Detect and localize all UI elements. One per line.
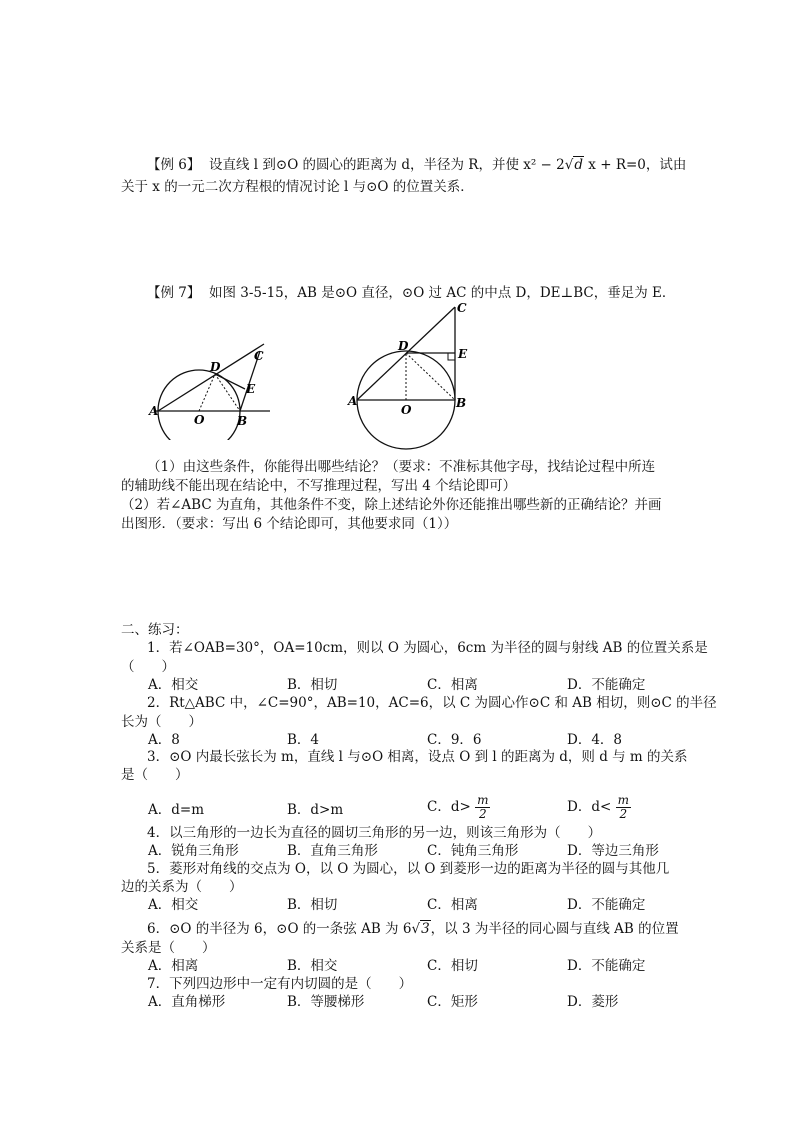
q2-option-b: B．4 bbox=[287, 732, 320, 748]
example7-tag: 【例 7】 bbox=[147, 285, 201, 301]
q6-sqrt-arg: 3 bbox=[421, 921, 430, 937]
practice-heading: 二、练习： bbox=[121, 622, 189, 638]
example6-text-b: x + R=0，试由 bbox=[584, 157, 687, 173]
q7-option-b: B．等腰梯形 bbox=[287, 994, 365, 1010]
q3-option-a: A．d=m bbox=[148, 802, 205, 818]
example7-text: 如图 3-5-15，AB 是⊙O 直径，⊙O 过 AC 的中点 D，DE⊥BC，垂足为 E． bbox=[208, 285, 676, 301]
example7-q2-line1: （2）若∠ABC 为直角，其他条件不变，除上述结论外你还能推出哪些新的正确结论？并画 bbox=[121, 497, 662, 513]
q3-option-c-text: C．d> bbox=[427, 799, 471, 815]
q1-option-a: A．相交 bbox=[148, 677, 199, 693]
q6-option-a: A．相离 bbox=[148, 958, 199, 974]
q2-option-a: A．8 bbox=[148, 732, 180, 748]
label-e-left: E bbox=[246, 382, 256, 396]
q5-option-a: A．相交 bbox=[148, 897, 199, 913]
label-o-left: O bbox=[194, 413, 205, 427]
q1-option-c: C．相离 bbox=[427, 677, 478, 693]
label-d-left: D bbox=[210, 360, 221, 374]
label-b-right: B bbox=[456, 396, 467, 410]
q7-option-a: A．直角梯形 bbox=[148, 994, 226, 1010]
q4-option-d: D．等边三角形 bbox=[567, 843, 659, 859]
q7-option-d: D．菱形 bbox=[567, 994, 619, 1010]
sqrt-sign: √ bbox=[564, 157, 574, 173]
label-a-right: A bbox=[348, 394, 358, 408]
practice-q4-line1: 4．以三角形的一边长为直径的圆切三角形的另一边，则该三角形为（ ） bbox=[147, 825, 602, 841]
example6-line2: 关于 x 的一元二次方程根的情况讨论 l 与⊙O 的位置关系． bbox=[121, 179, 474, 195]
label-d-right: D bbox=[398, 339, 409, 353]
practice-q3-line2: 是（ ） bbox=[121, 767, 189, 783]
figure-left bbox=[148, 340, 278, 440]
q6-text-b: ，以 3 为半径的同心圆与直线 AB 的位置 bbox=[430, 921, 679, 937]
fraction-m-over-2-d: $\frac{m}{2}$ bbox=[617, 793, 629, 821]
q5-option-d: D．不能确定 bbox=[567, 897, 646, 913]
q4-option-a: A．锐角三角形 bbox=[148, 843, 239, 859]
q5-option-b: B．相切 bbox=[287, 897, 338, 913]
label-c-right: C bbox=[457, 301, 467, 315]
practice-q6-line1 bbox=[147, 920, 679, 938]
q7-option-c: C．矩形 bbox=[427, 994, 478, 1010]
q1-option-d: D．不能确定 bbox=[567, 677, 646, 693]
sqrt-sign-q6: √ bbox=[411, 921, 421, 937]
label-c-left: C bbox=[254, 349, 264, 363]
q3-option-c bbox=[427, 794, 490, 821]
q2-option-c: C．9．6 bbox=[427, 732, 482, 748]
fraction-m-over-2-c: $\frac{m}{2}$ bbox=[477, 793, 489, 821]
q4-option-b: B．直角三角形 bbox=[287, 843, 378, 859]
q6-option-c: C．相切 bbox=[427, 958, 478, 974]
example6-tag: 【例 6】 bbox=[147, 157, 201, 173]
example7-q1-line1: （1）由这些条件，你能得出哪些结论？（要求：不准标其他字母，找结论过程中所连 bbox=[147, 459, 656, 475]
practice-q1-line1: 1．若∠OAB=30°，OA=10cm，则以 O 为圆心，6cm 为半径的圆与射线 AB 的位置关系是 bbox=[147, 640, 708, 656]
example7-q2-line2: 出图形．（要求：写出 6 个结论即可，其他要求同（1）） bbox=[121, 516, 458, 532]
right-angle-mark bbox=[448, 353, 455, 360]
q6-text-a: 6．⊙O 的半径为 6，⊙O 的一条弦 AB 为 6 bbox=[147, 921, 412, 937]
practice-q3-line1: 3．⊙O 内最长弦长为 m，直线 l 与⊙O 相离，设点 O 到 l 的距离为 d，则 d 与 m 的关系 bbox=[147, 749, 688, 765]
label-o-right: O bbox=[401, 403, 412, 417]
label-e-right: E bbox=[458, 347, 468, 361]
practice-q1-line2: （ ） bbox=[121, 659, 175, 675]
q5-option-c: C．相离 bbox=[427, 897, 478, 913]
practice-q7-line1: 7．下列四边形中一定有内切圆的是（ ） bbox=[147, 976, 413, 992]
q1-option-b: B．相切 bbox=[287, 677, 338, 693]
example6-text-a: 设直线 l 到⊙O 的圆心的距离为 d，半径为 R，并使 x² − 2 bbox=[208, 157, 565, 173]
q6-option-b: B．相交 bbox=[287, 958, 338, 974]
practice-q5-line2: 边的关系为（ ） bbox=[121, 879, 243, 895]
line-ac-left bbox=[158, 344, 264, 411]
q2-option-d: D．4．8 bbox=[567, 732, 623, 748]
practice-q5-line1: 5．菱形对角线的交点为 O，以 O 为圆心，以 O 到菱形一边的距离为半径的圆与其他几 bbox=[147, 861, 670, 877]
q6-option-d: D．不能确定 bbox=[567, 958, 646, 974]
practice-q6-line2: 关系是（ ） bbox=[121, 940, 216, 956]
figure-right bbox=[345, 300, 475, 450]
label-b-left: B bbox=[237, 414, 248, 428]
practice-q2-line1: 2．Rt△ABC 中，∠C=90°，AB=10，AC=6，以 C 为圆心作⊙C 和 AB 相切，则⊙C 的半径 bbox=[147, 695, 717, 711]
q3-option-d bbox=[567, 794, 631, 821]
label-a-left: A bbox=[149, 404, 159, 418]
practice-q2-line2: 长为（ ） bbox=[121, 714, 202, 730]
example6-sqrt-arg: d bbox=[574, 157, 584, 173]
q4-option-c: C．钝角三角形 bbox=[427, 843, 519, 859]
example7-q1-line2: 的辅助线不能出现在结论中，不写推理过程，写出 4 个结论即可） bbox=[121, 478, 517, 494]
q3-option-b: B．d>m bbox=[287, 802, 344, 818]
example6-line1 bbox=[147, 156, 686, 174]
q3-option-d-text: D．d< bbox=[567, 799, 612, 815]
